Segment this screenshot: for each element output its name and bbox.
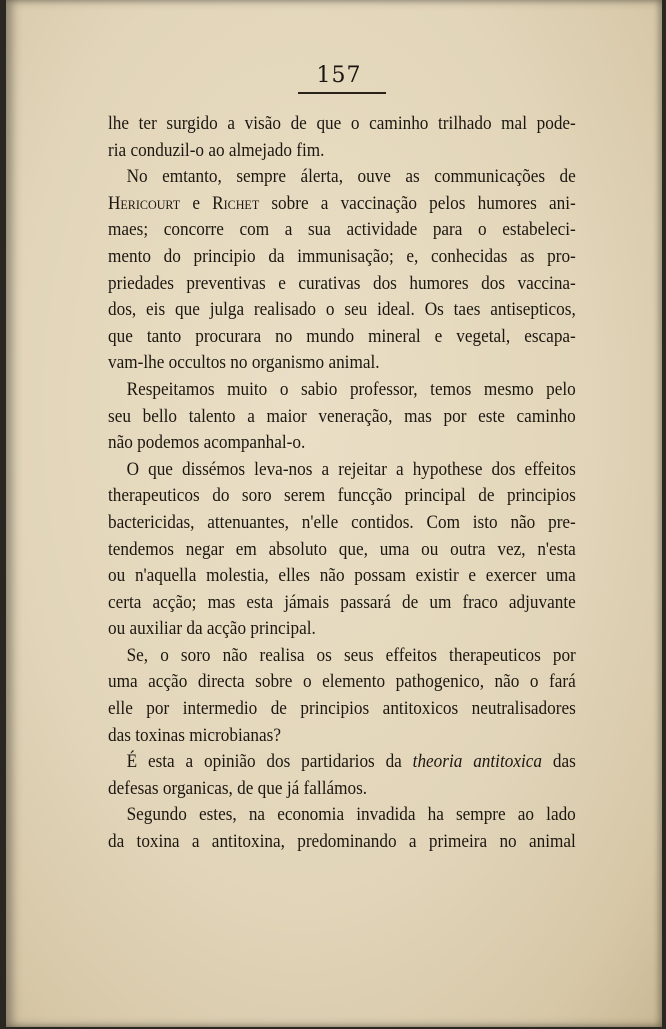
text-line: da toxina a antitoxina, predominando a primeira no animal bbox=[108, 832, 576, 853]
text-line: tendemos negar em absoluto que, uma ou outra vez, n'esta bbox=[108, 539, 576, 560]
text-line: que tanto procurara no mundo mineral e vegetal, escapa- bbox=[108, 326, 576, 347]
text-line: Respeitamos muito o sabio professor, temos mesmo pelo bbox=[126, 379, 576, 400]
text-line: ou n'aquella molestia, elles não possam existir e exercer uma bbox=[108, 566, 576, 587]
text-line: lhe ter surgido a visão de que o caminho trilhado mal pode- bbox=[108, 114, 576, 134]
text-line: certa acção; mas esta jámais passará de um fraco adjuvante bbox=[108, 592, 576, 613]
book-page bbox=[6, 0, 662, 1027]
page-number-rule bbox=[298, 92, 386, 94]
text-line: dos, eis que julga realisado o seu ideal. Os taes antisepticos, bbox=[108, 300, 576, 321]
text-line bbox=[108, 749, 576, 776]
text-line: Segundo estes, na economia invadida ha sempre ao lado bbox=[126, 805, 576, 826]
page-number: 157 bbox=[316, 63, 362, 88]
text-line: defesas organicas, de que já fallámos. bbox=[108, 778, 368, 799]
line-start: É esta a opinião dos partidarios da bbox=[126, 752, 413, 773]
text-line: Se, o soro não realisa os seus effeitos therapeuticos por bbox=[126, 645, 576, 666]
text-line: maes; concorre com a sua actividade para o estabeleci- bbox=[108, 220, 576, 241]
author-name: Hericourt bbox=[108, 193, 181, 214]
italic-term: theoria antitoxica bbox=[412, 752, 543, 773]
text-line: O que dissémos leva-nos a rejeitar a hypothese dos effeitos bbox=[126, 459, 576, 480]
text-line: não podemos acompanhal-o. bbox=[108, 433, 306, 454]
conjunction: e bbox=[180, 193, 213, 214]
text-line: bactericidas, attenuantes, n'elle contidos. Com isto não pre- bbox=[108, 512, 576, 533]
line-end: das bbox=[542, 752, 576, 773]
text-line: uma acção directa sobre o elemento pathogenico, não o fará bbox=[108, 672, 576, 693]
text-line: priedades preventivas e curativas dos humores dos vaccina- bbox=[108, 273, 576, 294]
text-line: vam-lhe occultos no organismo animal. bbox=[108, 353, 380, 374]
text-line: therapeuticos do soro serem funcção principal de principios bbox=[108, 486, 576, 507]
line-rest: sobre a vaccinação pelos humores ani- bbox=[259, 193, 576, 214]
text-line: ou auxiliar da acção principal. bbox=[108, 619, 316, 640]
text-line: elle por intermedio de principios antitoxicos neutralisadores bbox=[108, 699, 576, 720]
text-line: ria conduzil-o ao almejado fim. bbox=[108, 140, 325, 161]
text-line: das toxinas microbianas? bbox=[108, 725, 281, 746]
author-name: Richet bbox=[212, 193, 260, 214]
text-line bbox=[108, 191, 576, 218]
text-line: No emtanto, sempre álerta, ouve as communicações de bbox=[126, 167, 576, 188]
body-text bbox=[108, 111, 576, 856]
text-line: seu bello talento a maior veneração, mas por este caminho bbox=[108, 406, 576, 427]
text-line: mento do principio da immunisação; e, conhecidas as pro- bbox=[108, 246, 576, 267]
